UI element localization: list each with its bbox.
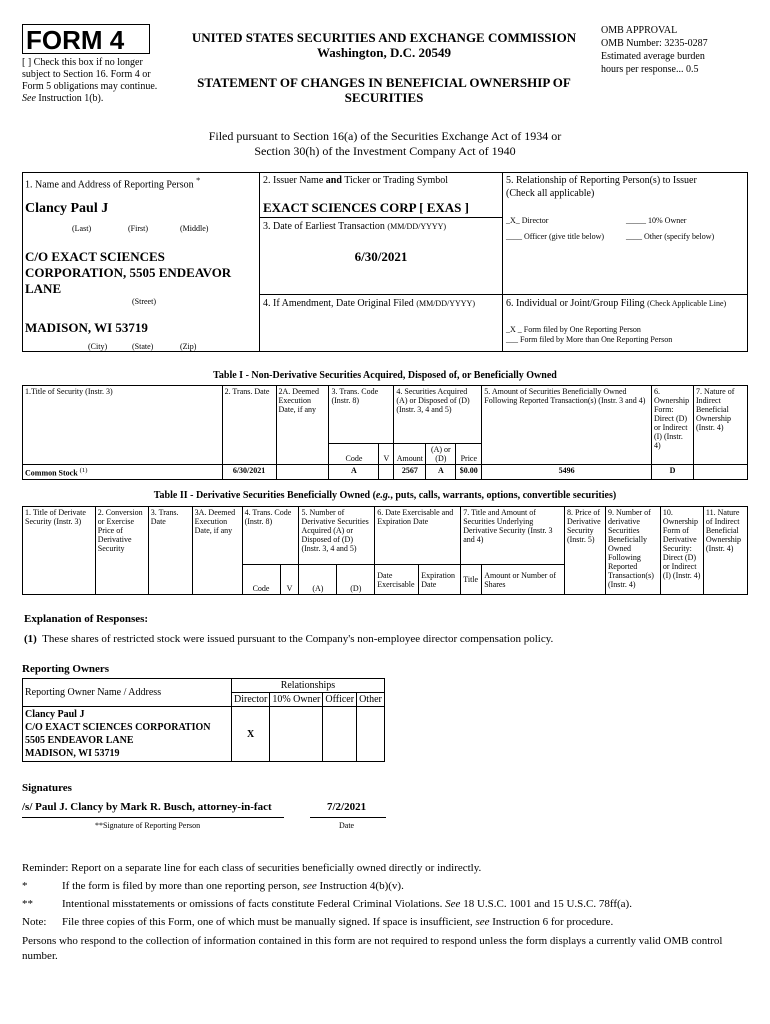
box6-label: 6. Individual or Joint/Group Filing (Check Applicable Line) — [506, 298, 727, 309]
derivative-table — [22, 506, 748, 595]
check-box-note: [ ] Check this box if no longer subject to Section 16. Form 4 or Form 5 obligations may continue. See Instruction 1(b). — [22, 57, 158, 104]
officer-checkbox[interactable]: ____ Officer (give title below) — [506, 232, 605, 241]
middle-label: (Middle) — [180, 224, 209, 233]
t2-h-price: 2. Conversion or Exercise Price of Derivative Security — [95, 507, 148, 595]
footnote-dstar: ** — [22, 898, 33, 910]
owners-col-10pct: 10% Owner — [270, 693, 323, 707]
t1-cell-nature — [693, 465, 747, 480]
zip-label: (Zip) — [180, 342, 197, 351]
t1-h-nature: 7. Nature of Indirect Beneficial Ownership (Instr. 4) — [693, 386, 747, 465]
divider — [259, 217, 503, 218]
t1-h-title: 1.Title of Security (Instr. 3) — [23, 386, 223, 465]
table-row — [23, 465, 748, 480]
date-line — [310, 817, 386, 818]
t2-h-code: 4. Trans. Code (Instr. 8) — [242, 507, 299, 565]
t1-cell-form: D — [651, 465, 693, 480]
form-title: FORM 4 — [22, 24, 150, 54]
t1-cell-code: A — [329, 465, 379, 480]
t2-h-underlying: 7. Title and Amount of Securities Underlying Derivative Security (Instr. 3 and 4) — [461, 507, 565, 565]
owners-col-officer: Officer — [323, 693, 357, 707]
t2-sub-v: V — [280, 565, 299, 595]
owners-col-other: Other — [357, 693, 385, 707]
t2-sub-amount: Amount or Number of Shares — [482, 565, 565, 595]
omb-approval: OMB APPROVAL OMB Number: 3235-0287 Estimated average burden hours per response... 0.5 — [601, 25, 708, 75]
t2-h-title: 1. Title of Derivate Security (Instr. 3) — [23, 507, 96, 595]
ten-percent-owner-checkbox[interactable]: _____ 10% Owner — [626, 216, 687, 225]
divider — [259, 294, 748, 295]
one-person-checkbox[interactable]: _X _ Form filed by One Reporting Person — [506, 325, 641, 334]
t1-cell-title: Common Stock $^{(1)}$ — [23, 465, 223, 480]
box4-label: 4. If Amendment, Date Original Filed (MM/DD/YYYY) — [263, 298, 475, 309]
t1-h-form: 6. Ownership Form: Direct (D) or Indirect (I) (Instr. 4) — [651, 386, 693, 465]
t2-h-date: 3. Trans. Date — [148, 507, 192, 595]
t2-h-deriv-price: 8. Price of Derivative Security (Instr. 5) — [564, 507, 605, 595]
reporting-person-address: C/O EXACT SCIENCES CORPORATION, 5505 ENDEAVOR LANE — [25, 249, 232, 296]
t1-sub-price: Price — [456, 444, 482, 465]
t2-h-nature: 11. Nature of Indirect Beneficial Ownership (Instr. 4) — [703, 507, 747, 595]
owners-col-name: Reporting Owner Name / Address — [23, 679, 232, 707]
director-checkbox[interactable]: _X_ Director — [506, 216, 549, 225]
t1-sub-code: Code — [329, 444, 379, 465]
owner-other-mark — [357, 707, 385, 762]
signature-date: 7/2/2021 — [327, 801, 367, 813]
footnote-star: * — [22, 880, 28, 892]
box5-label: 5. Relationship of Reporting Person(s) to Issuer (Check all applicable) — [506, 175, 697, 199]
note-text: File three copies of this Form, one of which must be manually signed. If space is insufficient, see Instruction 6 for procedure. — [62, 916, 614, 928]
reporting-person-name: Clancy Paul J — [25, 201, 109, 216]
t2-h-number: 5. Number of Derivative Securities Acquired (A) or Disposed of (D) (Instr. 3, 4 and 5) — [299, 507, 375, 565]
box1-label: 1. Name and Address of Reporting Person * — [25, 176, 201, 191]
t1-cell-deemed — [276, 465, 329, 480]
t1-cell-owned: 5496 — [482, 465, 652, 480]
t2-sub-title: Title — [461, 565, 482, 595]
owners-col-director: Director — [232, 693, 270, 707]
signature-line — [22, 817, 284, 818]
t2-h-owned: 9. Number of derivative Securities Beneficially Owned Following Reported Transaction(s) (Instr. 4) — [605, 507, 660, 595]
signature-label: **Signature of Reporting Person — [95, 821, 201, 830]
first-label: (First) — [128, 224, 148, 233]
t2-sub-date-ex: Date Exercisable — [375, 565, 419, 595]
t1-sub-amount: Amount — [394, 444, 426, 465]
t2-h-form: 10. Ownership Form of Derivative Security: Direct (D) or Indirect (I) (Instr. 4) — [660, 507, 703, 595]
signatures-title: Signatures — [22, 782, 72, 794]
filed-pursuant: Filed pursuant to Section 16(a) of the Securities Exchange Act of 1934 or Section 30(h) of the Investment Company Act of 1940 — [208, 129, 562, 158]
t1-h-acquired: 4. Securities Acquired (A) or Disposed of (D) (Instr. 3, 4 and 5) — [394, 386, 482, 444]
divider — [502, 172, 503, 352]
footnote-dstar-text: Intentional misstatements or omissions of facts constitute Federal Criminal Violations. See 18 U.S.C. 1001 and 15 U.S.C. 78ff(a). — [62, 898, 632, 910]
multi-person-checkbox[interactable]: ___ Form filed by More than One Reporting Person — [506, 335, 673, 344]
date-label: Date — [339, 821, 355, 830]
other-checkbox[interactable]: ____ Other (specify below) — [626, 232, 715, 241]
last-label: (Last) — [72, 224, 92, 233]
t1-h-owned: 5. Amount of Securities Beneficially Owned Following Reported Transaction(s) (Instr. 3 and 4) — [482, 386, 652, 465]
t2-sub-exp: Expiration Date — [419, 565, 461, 595]
reporting-owners-table — [22, 678, 385, 762]
t1-cell-v — [379, 465, 394, 480]
t1-h-deemed: 2A. Deemed Execution Date, if any — [276, 386, 329, 465]
owner-director-mark: X — [232, 707, 270, 762]
non-derivative-table — [22, 385, 748, 480]
reminder: Reminder: Report on a separate line for each class of securities beneficially owned directly or indirectly. — [22, 862, 482, 874]
t2-sub-code: Code — [242, 565, 280, 595]
t1-cell-aord: A — [426, 465, 456, 480]
sec-heading: UNITED STATES SECURITIES AND EXCHANGE COMMISSION Washington, D.C. 20549 — [191, 30, 577, 60]
state-label: (State) — [132, 342, 154, 351]
table-row — [23, 707, 385, 762]
footnote-1: (1) These shares of restricted stock were issued pursuant to the Company's non-employee director compensation policy. — [24, 633, 554, 645]
t1-h-code: 3. Trans. Code (Instr. 8) — [329, 386, 394, 444]
street-label: (Street) — [132, 297, 156, 306]
owner-name-address: Clancy Paul J C/O EXACT SCIENCES CORPORATION 5505 ENDEAVOR LANE MADISON, WI 53719 — [23, 707, 232, 762]
t2-sub-d: (D) — [337, 565, 375, 595]
table1-title: Table I - Non-Derivative Securities Acquired, Disposed of, or Beneficially Owned — [213, 370, 557, 381]
t2-sub-a: (A) — [299, 565, 337, 595]
owner-10pct-mark — [270, 707, 323, 762]
city-label: (City) — [88, 342, 108, 351]
footnote-star-text: If the form is filed by more than one reporting person, see Instruction 4(b)(v). — [62, 880, 404, 892]
box2-label: 2. Issuer Name and Ticker or Trading Symbol — [263, 175, 449, 186]
box3-label: 3. Date of Earliest Transaction (MM/DD/YYYY) — [263, 221, 447, 232]
issuer-name: EXACT SCIENCES CORP [ EXAS ] — [263, 200, 469, 215]
owner-officer-mark — [323, 707, 357, 762]
t1-cell-price: $0.00 — [456, 465, 482, 480]
t1-cell-amount: 2567 — [394, 465, 426, 480]
statement-title: STATEMENT OF CHANGES IN BENEFICIAL OWNERSHIP OF SECURITIES — [197, 75, 571, 105]
t1-cell-date: 6/30/2021 — [222, 465, 276, 480]
reporting-person-city: MADISON, WI 53719 — [25, 320, 148, 335]
explanation-title: Explanation of Responses: — [24, 613, 149, 625]
note-label: Note: — [22, 916, 47, 928]
persons-note: Persons who respond to the collection of information contained in this form are not required to respond unless the form displays a currently valid OMB control number. — [22, 935, 723, 962]
t2-h-deemed: 3A. Deemed Execution Date, if any — [192, 507, 242, 595]
t1-h-date: 2. Trans. Date — [222, 386, 276, 465]
owners-title: Reporting Owners — [22, 663, 110, 675]
owners-col-relationships: Relationships — [232, 679, 385, 693]
t1-sub-v: V — [379, 444, 394, 465]
signature-value: /s/ Paul J. Clancy by Mark R. Busch, attorney-in-fact — [22, 801, 272, 813]
table2-title: Table II - Derivative Securities Beneficially Owned (e.g., puts, calls, warrants, options, convertible securities) — [153, 490, 617, 501]
t2-h-exercisable: 6. Date Exercisable and Expiration Date — [375, 507, 461, 565]
t1-sub-aord: (A) or (D) — [426, 444, 456, 465]
earliest-transaction-date: 6/30/2021 — [354, 249, 408, 264]
